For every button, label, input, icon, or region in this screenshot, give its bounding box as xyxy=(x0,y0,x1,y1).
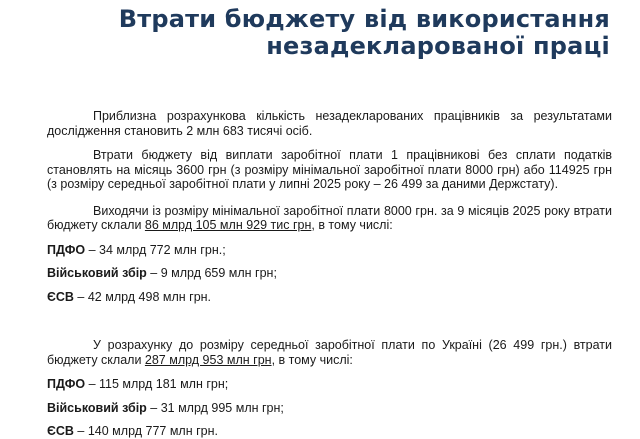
min-wage-text-end: , в тому числі: xyxy=(311,218,393,232)
item-label: ЄСВ xyxy=(47,289,74,304)
avg-item-pdfo xyxy=(47,377,612,392)
paragraph-avg-wage-losses xyxy=(47,338,612,367)
item-label: Військовий збір xyxy=(47,266,147,280)
title-line-2: незадекларованої праці xyxy=(266,32,610,60)
item-label: ПДФО xyxy=(47,377,86,391)
paragraph-workers-count: Приблизна розрахункова кількість незадекларованих працівників за результатами дослідження становить 2 млн 683 тисячі осіб. xyxy=(47,109,612,138)
min-item-pdfo xyxy=(47,243,612,258)
item-value: – 31 млрд 995 млн грн; xyxy=(146,400,284,415)
avg-item-military-levy xyxy=(47,401,612,416)
paragraph-loss-per-worker: Втрати бюджету від виплати заробітної плати 1 працівникові без сплати податків становлять на місяць 3600 грн (з розміру мінімальної заробітної плати 8000 грн) або 114925 грн (з розміру середньої заробітної плати у липні 2025 року – 26 499 за даними Держстату). xyxy=(47,148,612,191)
avg-wage-text-end: , в тому числі: xyxy=(271,352,353,367)
min-wage-text: Виходячи із розміру мінімальної заробітної плати 8000 грн. за 9 місяців 2025 року втрати бюджету склали xyxy=(47,203,612,232)
min-item-military-levy xyxy=(47,266,612,281)
min-item-esv xyxy=(47,290,612,305)
title-line-1: Втрати бюджету від використання xyxy=(118,5,610,33)
avg-item-esv xyxy=(47,424,612,439)
item-value: – 115 млрд 181 млн грн; xyxy=(85,377,229,391)
item-value: – 9 млрд 659 млн грн; xyxy=(146,266,277,280)
item-label: ЄСВ xyxy=(47,424,74,438)
item-value: – 42 млрд 498 млн грн. xyxy=(73,289,212,304)
avg-wage-total-amount: 287 млрд 953 млн грн xyxy=(144,352,272,367)
item-value: – 34 млрд 772 млн грн.; xyxy=(85,242,226,257)
paragraph-min-wage-losses xyxy=(47,204,612,233)
document-body xyxy=(47,109,612,439)
page-title xyxy=(50,6,610,60)
item-label: Військовий збір xyxy=(47,400,147,415)
min-wage-total-amount: 86 млрд 105 млн 929 тис грн xyxy=(144,218,312,232)
avg-wage-text: У розрахунку до розміру середньої заробітної плати по Україні (26 499 грн.) втрати бюджету склали xyxy=(47,338,612,367)
item-value: – 140 млрд 777 млн грн. xyxy=(73,424,218,438)
item-label: ПДФО xyxy=(47,242,86,257)
